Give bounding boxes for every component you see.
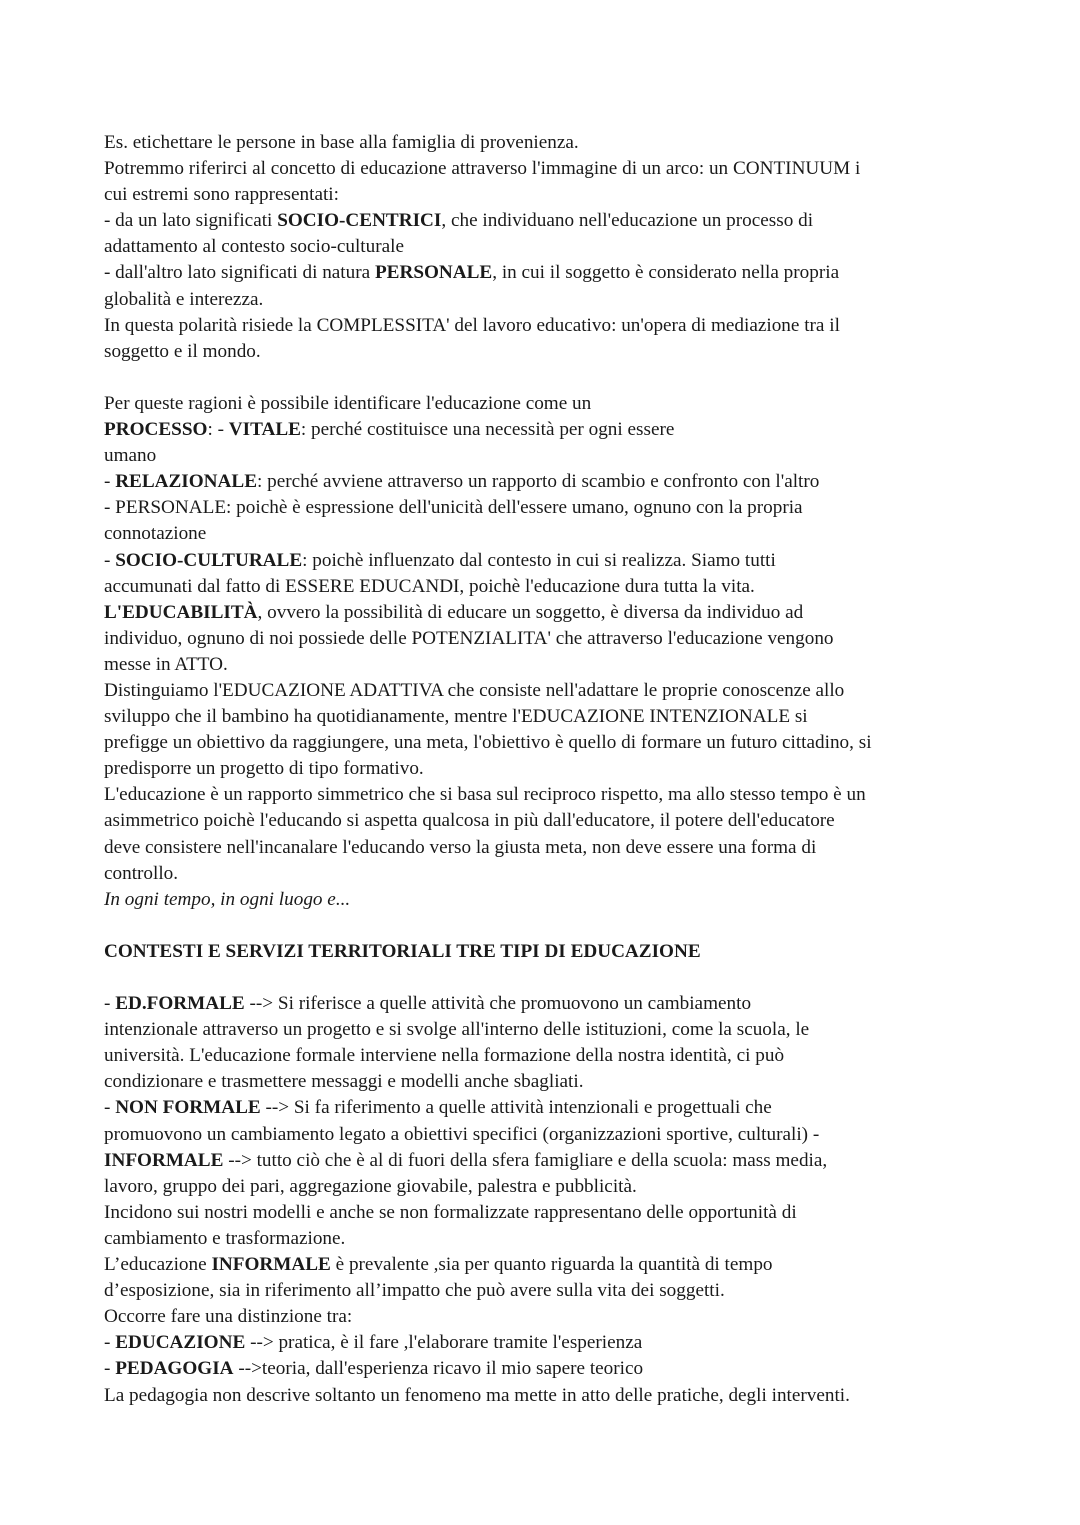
text-run: sviluppo che il bambino ha quotidianamente, mentre l'EDUCAZIONE INTENZIONALE si [104,706,808,728]
text-line [104,130,984,156]
text-run: - [104,1332,116,1354]
text-run: cui estremi sono rappresentati: [104,184,339,206]
text-line [104,861,984,887]
text-line [104,313,984,339]
text-run: Distinguiamo l'EDUCAZIONE ADATTIVA che consiste nell'adattare le proprie conoscenze allo [104,679,845,701]
text-line [104,887,984,913]
text-run: - [104,1097,116,1119]
italic-text: In ogni tempo, in ogni luogo e... [104,888,351,910]
text-run: accumunati dal fatto di ESSERE EDUCANDI, poichè l'educazione dura tutta la vita. [104,575,755,597]
text-run: Occorre fare una distinzione tra: [104,1306,353,1328]
text-run: messe in ATTO. [104,653,228,675]
text-line [104,443,984,469]
text-run: d’esposizione, sia in riferimento all’impatto che può avere sulla vita dei soggetti. [104,1280,725,1302]
bold-text: PERSONALE [374,262,493,284]
text-run: --> Si fa riferimento a quelle attività intenzionali e progettuali che [260,1097,772,1119]
text-run: è prevalente ,sia per quanto riguarda la quantità di tempo [330,1254,773,1276]
text-line [104,548,984,574]
text-line [104,1200,984,1226]
text-run: deve consistere nell'incanalare l'educando verso la giusta meta, non deve essere una forma di [104,836,817,858]
text-run: - dall'altro lato significati di natura [104,262,375,284]
text-run: , che individuano nell'educazione un processo di [441,210,814,232]
text-run: Per queste ragioni è possibile identificare l'educazione come un [104,392,592,414]
text-line [104,469,984,495]
text-line [104,678,984,704]
text-run: : perché avviene attraverso un rapporto di scambio e confronto con l'altro [257,471,820,493]
text-line [104,808,984,834]
text-run: connotazione [104,523,207,545]
text-run: L’educazione [104,1254,212,1276]
text-run: , in cui il soggetto è considerato nella propria [492,262,840,284]
text-line [104,1017,984,1043]
text-line [104,1356,984,1382]
bold-text: VITALE [228,419,301,441]
text-run: Es. etichettare le persone in base alla famiglia di provenienza. [104,132,579,153]
text-run: --> Si riferisce a quelle attività che promuovono un cambiamento [244,993,752,1015]
text-line [104,1383,984,1409]
text-line [104,1122,984,1148]
text-line [104,730,984,756]
text-run: - da un lato significati [104,210,278,232]
text-line [104,1330,984,1356]
bold-text: SOCIO-CENTRICI [277,210,442,232]
text-run: La pedagogia non descrive soltanto un fenomeno ma mette in atto delle pratiche, degli interventi. [104,1384,850,1406]
text-line [104,182,984,208]
text-line [104,495,984,521]
text-run: condizionare e trasmettere messaggi e modelli anche sbagliati. [104,1071,584,1093]
text-run: prefigge un obiettivo da raggiungere, una meta, l'obiettivo è quello di formare un futuro cittadino, si [104,732,872,754]
text-run: adattamento al contesto socio-culturale [104,236,404,258]
text-line [104,287,984,313]
blank-line [104,965,984,991]
text-line [104,339,984,365]
text-run: predisporre un progetto di tipo formativo. [104,758,424,780]
text-line [104,208,984,234]
text-line [104,1252,984,1278]
bold-text: L'EDUCABILITÀ [104,601,258,623]
blank-line [104,913,984,939]
text-run: : - [207,419,229,441]
text-line [104,600,984,626]
text-run: Incidono sui nostri modelli e anche se non formalizzate rappresentano delle opportunità di [104,1201,797,1223]
bold-text: SOCIO-CULTURALE [115,549,303,571]
bold-text: EDUCAZIONE [115,1332,246,1354]
text-run: - PERSONALE: poichè è espressione dell'unicità dell'essere umano, ognuno con la propria [104,497,803,519]
text-run: cambiamento e trasformazione. [104,1227,346,1249]
bold-text: INFORMALE [104,1149,224,1171]
text-run: intenzionale attraverso un progetto e si svolge all'interno delle istituzioni, come la scuola, le [104,1019,810,1041]
text-run: Potremmo riferirci al concetto di educazione attraverso l'immagine di un arco: un CONTINUUM i [104,158,861,180]
text-line [104,704,984,730]
bold-text: PROCESSO [104,419,208,441]
text-line [104,234,984,260]
text-line [104,1226,984,1252]
text-run: -->teoria, dall'esperienza ricavo il mio sapere teorico [233,1358,644,1380]
text-line [104,756,984,782]
text-run: L'educazione è un rapporto simmetrico che si basa sul reciproco rispetto, ma allo stesso tempo è un [104,784,866,806]
text-line [104,652,984,678]
text-line [104,835,984,861]
bold-text: ED.FORMALE [115,993,245,1015]
text-run: asimmetrico poichè l'educando si aspetta qualcosa in più dall'educatore, il potere dell'educatore [104,810,835,832]
blank-line [104,365,984,391]
bold-text: PEDAGOGIA [115,1358,234,1380]
text-line [104,1043,984,1069]
text-run: : perché costituisce una necessità per ogni essere [300,419,675,441]
text-run: università. L'educazione formale interviene nella formazione della nostra identità, ci può [104,1045,785,1067]
text-line [104,1148,984,1174]
bold-text: INFORMALE [211,1254,331,1276]
text-run: --> tutto ciò che è al di fuori della sfera famigliare e della scuola: mass media, [223,1149,828,1171]
text-run: - [104,471,116,493]
text-line [104,574,984,600]
document-page [104,130,984,1409]
text-line [104,156,984,182]
text-run: --> pratica, è il fare ,l'elaborare tramite l'esperienza [245,1332,643,1354]
text-line [104,626,984,652]
text-line [104,1095,984,1121]
text-line [104,521,984,547]
bold-text: NON FORMALE [115,1097,261,1119]
text-line [104,782,984,808]
text-run: , ovvero la possibilità di educare un soggetto, è diversa da individuo ad [257,601,804,623]
text-run: lavoro, gruppo dei pari, aggregazione giovabile, palestra e pubblicità. [104,1175,637,1197]
text-run: soggetto e il mondo. [104,340,261,362]
text-line [104,1069,984,1095]
text-run: globalità e interezza. [104,288,264,310]
text-run: - [104,549,116,571]
text-run: - [104,993,116,1015]
text-line [104,1174,984,1200]
text-run: umano [104,445,157,467]
text-run: promuovono un cambiamento legato a obiettivi specifici (organizzazioni sportive, culturali) - [104,1123,820,1145]
text-run: controllo. [104,862,179,884]
text-run: - [104,1358,116,1380]
text-line [104,260,984,286]
text-run: individuo, ognuno di noi possiede delle POTENZIALITA' che attraverso l'educazione vengono [104,627,834,649]
text-line [104,417,984,443]
bold-text: RELAZIONALE [115,471,257,493]
text-line [104,1304,984,1330]
text-run: In questa polarità risiede la COMPLESSITA' del lavoro educativo: un'opera di mediazione tra il [104,314,840,336]
text-run: : poichè influenzato dal contesto in cui si realizza. Siamo tutti [302,549,776,571]
text-line [104,939,984,965]
text-line [104,1278,984,1304]
text-line [104,391,984,417]
text-line [104,991,984,1017]
bold-text: CONTESTI E SERVIZI TERRITORIALI TRE TIPI DI EDUCAZIONE [104,940,701,962]
